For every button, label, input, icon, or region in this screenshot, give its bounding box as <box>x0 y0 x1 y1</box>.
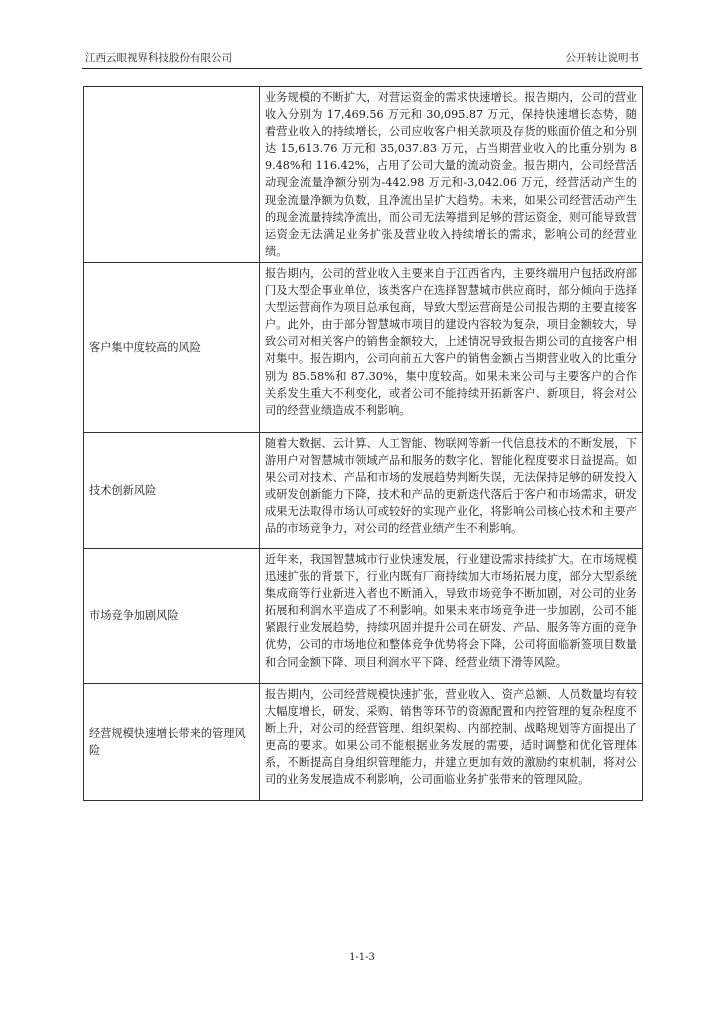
table-row <box>84 432 643 548</box>
risk-name-cell: 技术创新风险 <box>84 432 260 548</box>
risk-description-cell: 近年来，我国智慧城市行业快速发展，行业建设需求持续扩大。在市场规模迅速扩张的背景下，行业内既有厂商持续加大市场拓展力度，部分大型系统集成商等行业新进入者也不断涌入，导致市场竞争不断加剧，对公司的业务拓展和利润水平造成了不利影响。如果未来市场竞争进一步加剧，公司不能紧跟行业发展趋势，持续巩固并提升公司在研发、产品、服务等方面的竞争优势，公司的市场地位和整体竞争优势将会下降，公司将面临新签项目数量和合同金额下降、项目利润水平下降、经营业绩下滑等风险。 <box>260 548 643 683</box>
risk-name-cell <box>84 87 260 263</box>
risk-description-cell: 业务规模的不断扩大，对营运资金的需求快速增长。报告期内，公司的营业收入分别为 17,469.56 万元和 30,095.87 万元，保持快速增长态势，随着营业收入的持续增长，公司应收客户相关款项及存货的账面价值之和分别达 15,613.76 万元和 35,037.83 万元，占当期营业收入的比重分别为 89.48%和 116.42%，占用了公司大量的流动资金。报告期内，公司经营活动现金流量净额分别为-442.98 万元和-3,042.06 万元，经营活动产生的现金流量净额为负数，且净流出呈扩大趋势。未来，如果公司经营活动产生的现金流量持续净流出，而公司无法筹措到足够的营运资金，则可能导致营运资金无法满足业务扩张及营业收入持续增长的需求，影响公司的经营业绩。 <box>260 87 643 263</box>
risk-name-cell: 经营规模快速增长带来的管理风险 <box>84 683 260 800</box>
table-row <box>84 683 643 800</box>
risk-name-cell: 市场竞争加剧风险 <box>84 548 260 683</box>
risk-description-cell: 随着大数据、云计算、人工智能、物联网等新一代信息技术的不断发展，下游用户对智慧城市领域产品和服务的数字化、智能化程度要求日益提高。如果公司对技术、产品和市场的发展趋势判断失误，无法保持足够的研发投入或研发创新能力下降，技术和产品的更新迭代落后于客户和市场需求，研发成果无法取得市场认可或较好的实现产业化，将影响公司核心技术和主要产品的市场竞争力，对公司的经营业绩产生不利影响。 <box>260 432 643 548</box>
page-number: 1-1-3 <box>349 952 375 963</box>
company-name: 江西云眼视界科技股份有限公司 <box>85 52 232 64</box>
risk-name-cell: 客户集中度较高的风险 <box>84 262 260 432</box>
risk-description-cell: 报告期内，公司的营业收入主要来自于江西省内，主要终端用户包括政府部门及大型企事业单位，该类客户在选择智慧城市供应商时，部分倾向于选择大型运营商作为项目总承包商，导致大型运营商是公司报告期的主要直接客户。此外，由于部分智慧城市项目的建设内容较为复杂，项目金额较大，导致公司对相关客户的销售金额较大，上述情况导致报告期公司的直接客户相对集中。报告期内，公司向前五大客户的销售金额占当期营业收入的比重分别为 85.58%和 87.30%，集中度较高。如果未来公司与主要客户的合作关系发生重大不利变化，或者公司不能持续开拓新客户、新项目，将会对公司的经营业绩造成不利影响。 <box>260 262 643 432</box>
page-header <box>82 50 642 69</box>
document-title: 公开转让说明书 <box>565 52 639 64</box>
table-row <box>84 87 643 263</box>
table-row <box>84 548 643 683</box>
table-row <box>84 262 643 432</box>
risk-description-cell: 报告期内，公司经营规模快速扩张，营业收入、资产总额、人员数量均有较大幅度增长，研发、采购、销售等环节的资源配置和内控管理的复杂程度不断上升，对公司的经营管理、组织架构、内部控制、战略规划等方面提出了更高的要求。如果公司不能根据业务发展的需要，适时调整和优化管理体系，不断提高自身组织管理能力，并建立更加有效的激励约束机制，将对公司的业务发展造成不利影响，公司面临业务扩张带来的管理风险。 <box>260 683 643 800</box>
risk-table <box>83 86 643 801</box>
